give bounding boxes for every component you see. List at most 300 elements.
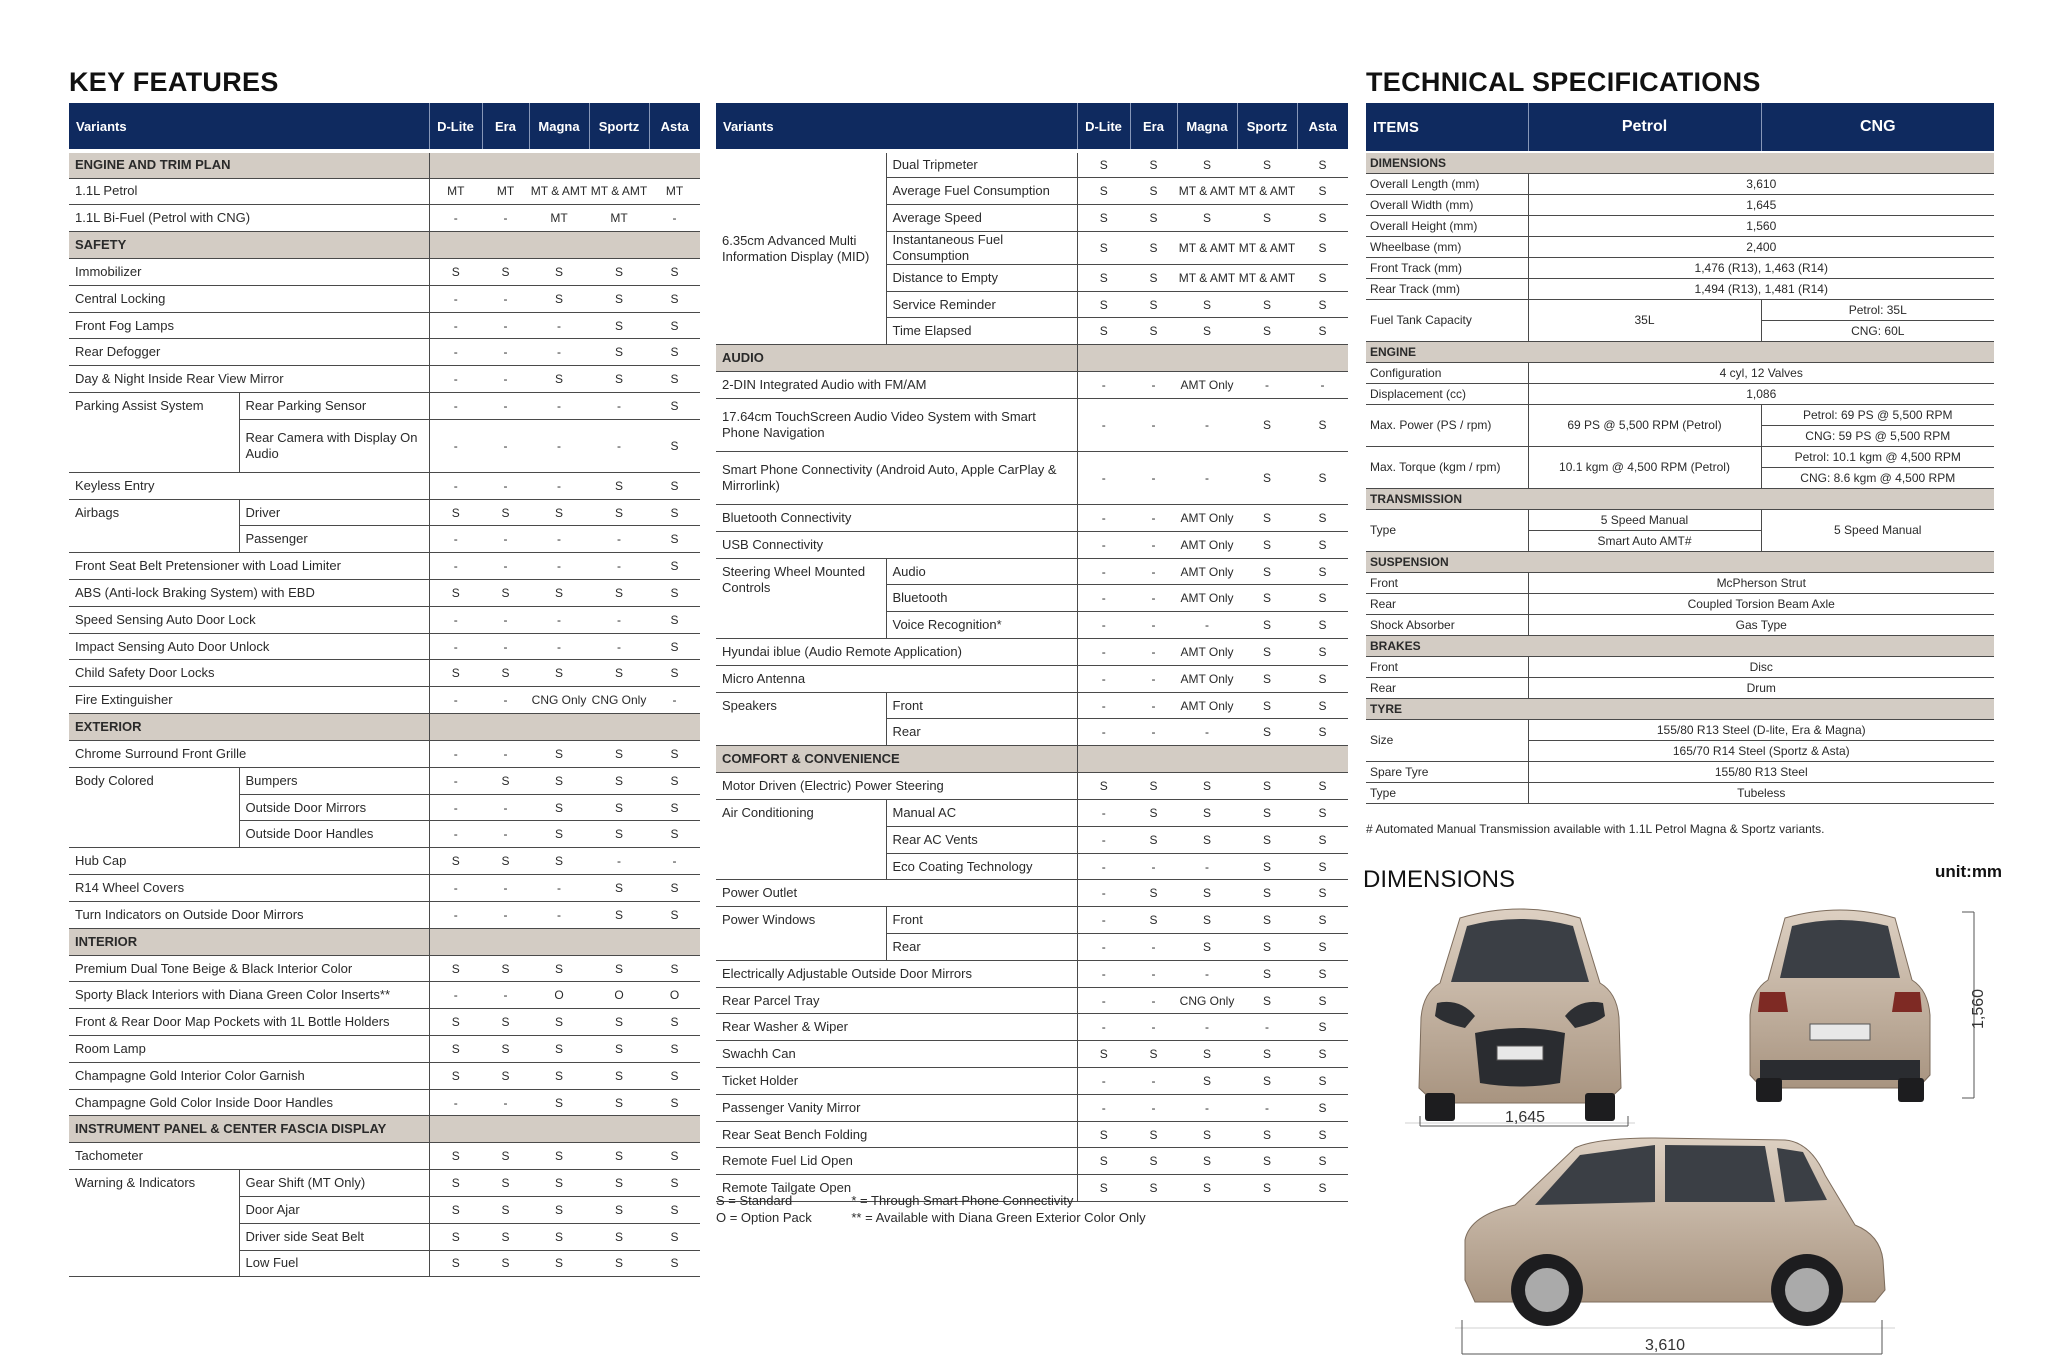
category-row — [716, 345, 1348, 372]
sub-feature-label: Dual Tripmeter — [886, 151, 1077, 178]
feature-label: Power Windows — [716, 907, 886, 961]
variant-value: S — [1237, 399, 1297, 452]
variant-value: S — [589, 1089, 649, 1116]
feature-label: Steering Wheel Mounted Controls — [716, 558, 886, 638]
variant-value: S — [1237, 907, 1297, 934]
variant-value: S — [1077, 151, 1130, 178]
tech-header-1: Petrol — [1528, 103, 1761, 152]
variant-value: - — [429, 687, 482, 714]
sub-feature-label: Rear — [886, 719, 1077, 746]
variant-value: AMT Only — [1177, 665, 1237, 692]
tech-value: 3,610 — [1528, 173, 1994, 194]
feature-label: Central Locking — [69, 285, 429, 312]
variant-value: S — [649, 366, 700, 393]
feature-label: Day & Night Inside Rear View Mirror — [69, 366, 429, 393]
variant-value: - — [1077, 505, 1130, 532]
variant-value: S — [649, 660, 700, 687]
header-variant-3: Magna — [1177, 103, 1237, 151]
variant-value: S — [589, 1036, 649, 1063]
key-features-section-2 — [716, 103, 1348, 1202]
feature-row — [69, 955, 700, 982]
variant-value: - — [1177, 399, 1237, 452]
sub-feature-label: Rear — [886, 934, 1077, 961]
variant-value: S — [482, 1143, 529, 1170]
variant-value: S — [589, 285, 649, 312]
category-fill — [1077, 345, 1348, 372]
variant-value: S — [1297, 880, 1348, 907]
variant-value: S — [1130, 291, 1177, 318]
feature-row — [69, 633, 700, 660]
variant-value: - — [482, 901, 529, 928]
variant-value: S — [1297, 826, 1348, 853]
variant-value: S — [1297, 1175, 1348, 1202]
variant-value: S — [1077, 231, 1130, 264]
tech-row — [1366, 782, 1994, 803]
variant-value: S — [529, 741, 589, 768]
variant-value: S — [529, 848, 589, 875]
feature-row — [716, 531, 1348, 558]
feature-label: Room Lamp — [69, 1036, 429, 1063]
sub-feature-label: Bumpers — [239, 767, 429, 794]
variant-value: S — [1297, 505, 1348, 532]
variant-value: S — [649, 393, 700, 420]
variant-value: - — [1077, 719, 1130, 746]
variant-value: - — [1297, 372, 1348, 399]
feature-row — [69, 1036, 700, 1063]
feature-row — [69, 1009, 700, 1036]
feature-row — [69, 580, 700, 607]
variant-value: S — [1297, 452, 1348, 505]
variant-value: - — [1237, 1094, 1297, 1121]
variant-value: S — [589, 580, 649, 607]
variant-value: - — [482, 606, 529, 633]
tech-row — [1366, 299, 1994, 320]
variant-value: S — [1130, 1175, 1177, 1202]
variant-value: S — [1130, 773, 1177, 800]
variant-value: S — [649, 526, 700, 553]
feature-row — [69, 848, 700, 875]
sub-feature-label: Low Fuel — [239, 1250, 429, 1277]
sub-feature-label: Front — [886, 692, 1077, 719]
tech-petrol-value: 69 PS @ 5,500 RPM (Petrol) — [1528, 404, 1761, 446]
variant-value: - — [1077, 1014, 1130, 1041]
variant-value: S — [589, 312, 649, 339]
variant-value: - — [482, 393, 529, 420]
variant-value: S — [1297, 692, 1348, 719]
variant-value: S — [1130, 800, 1177, 827]
feature-row — [69, 366, 700, 393]
variant-value: S — [1237, 1148, 1297, 1175]
variant-value: S — [589, 1170, 649, 1197]
feature-row — [69, 553, 700, 580]
variant-value: S — [1077, 1175, 1130, 1202]
key-features-body-2 — [716, 151, 1348, 1202]
variant-value: S — [1130, 318, 1177, 345]
variant-value: S — [649, 955, 700, 982]
variant-value: MT & AMT — [1177, 264, 1237, 291]
variant-value: S — [649, 1250, 700, 1277]
variant-value: S — [1237, 800, 1297, 827]
tech-item-label: Configuration — [1366, 362, 1528, 383]
tech-item-label: Displacement (cc) — [1366, 383, 1528, 404]
header-variant-3: Magna — [529, 103, 589, 151]
tech-row — [1366, 572, 1994, 593]
variants-header-row — [69, 103, 700, 151]
variant-value: S — [1297, 399, 1348, 452]
feature-label: ABS (Anti-lock Braking System) with EBD — [69, 580, 429, 607]
variant-value: S — [1237, 531, 1297, 558]
variant-value: - — [1177, 960, 1237, 987]
variant-value: - — [529, 312, 589, 339]
variant-value: - — [1237, 1014, 1297, 1041]
feature-label: Rear Parcel Tray — [716, 987, 1077, 1014]
variant-value: - — [482, 472, 529, 499]
feature-label: Premium Dual Tone Beige & Black Interior Color — [69, 955, 429, 982]
tech-value: Coupled Torsion Beam Axle — [1528, 593, 1994, 614]
variant-value: S — [1297, 264, 1348, 291]
feature-row — [69, 1143, 700, 1170]
variant-value: S — [1177, 1121, 1237, 1148]
feature-label: USB Connectivity — [716, 531, 1077, 558]
variant-value: - — [1077, 826, 1130, 853]
variant-value: - — [429, 393, 482, 420]
feature-label: Speakers — [716, 692, 886, 746]
variant-value: - — [482, 741, 529, 768]
variant-value: - — [482, 794, 529, 821]
sub-feature-label: Average Fuel Consumption — [886, 178, 1077, 205]
feature-row — [716, 1014, 1348, 1041]
feature-row — [69, 205, 700, 232]
variant-value: - — [1130, 399, 1177, 452]
variant-value: S — [649, 1170, 700, 1197]
feature-row — [69, 312, 700, 339]
variant-value: S — [482, 767, 529, 794]
variant-value: S — [482, 848, 529, 875]
variant-value: - — [482, 982, 529, 1009]
variant-value: S — [589, 875, 649, 902]
variant-value: S — [1297, 1094, 1348, 1121]
variant-value: S — [1130, 205, 1177, 232]
variant-value: S — [529, 821, 589, 848]
feature-row — [716, 880, 1348, 907]
dim-height-label: 1,560 — [1970, 988, 1988, 1030]
feature-label: Sporty Black Interiors with Diana Green Color Inserts** — [69, 982, 429, 1009]
tech-cng-value: 5 Speed Manual — [1761, 509, 1994, 551]
variant-value: - — [1130, 558, 1177, 585]
variant-value: - — [529, 875, 589, 902]
variant-value: - — [429, 633, 482, 660]
variant-value: S — [589, 1223, 649, 1250]
sub-feature-label: Outside Door Mirrors — [239, 794, 429, 821]
variant-value: - — [429, 767, 482, 794]
variant-value: S — [1297, 318, 1348, 345]
feature-label: Bluetooth Connectivity — [716, 505, 1077, 532]
variant-value: S — [1297, 612, 1348, 639]
variant-value: - — [1077, 853, 1130, 880]
feature-row — [716, 665, 1348, 692]
variant-value: S — [482, 1062, 529, 1089]
variant-value: MT & AMT — [1177, 178, 1237, 205]
tech-category-row — [1366, 152, 1994, 173]
variant-value: S — [649, 1062, 700, 1089]
feature-row — [716, 773, 1348, 800]
variant-value: S — [1297, 205, 1348, 232]
variant-value: - — [1077, 639, 1130, 666]
tech-category-label: SUSPENSION — [1366, 551, 1994, 572]
feature-row — [716, 1068, 1348, 1095]
variant-value: CNG Only — [529, 687, 589, 714]
variant-value: AMT Only — [1177, 639, 1237, 666]
variant-value: S — [589, 366, 649, 393]
tech-petrol-value: Smart Auto AMT# — [1528, 530, 1761, 551]
variant-value: S — [429, 1223, 482, 1250]
tech-petrol-value: 10.1 kgm @ 4,500 RPM (Petrol) — [1528, 446, 1761, 488]
feature-row — [69, 393, 700, 420]
tech-value: Disc — [1528, 656, 1994, 677]
category-row — [716, 746, 1348, 773]
variant-value: - — [482, 687, 529, 714]
variant-value: S — [1297, 291, 1348, 318]
variant-value: S — [1177, 800, 1237, 827]
feature-row — [716, 1041, 1348, 1068]
variant-value: - — [429, 821, 482, 848]
variant-value: S — [1297, 585, 1348, 612]
variant-value: - — [649, 687, 700, 714]
tech-category-label: TYRE — [1366, 698, 1994, 719]
tech-category-label: TRANSMISSION — [1366, 488, 1994, 509]
variant-value: - — [482, 633, 529, 660]
category-row — [69, 151, 700, 178]
variant-value: S — [429, 1250, 482, 1277]
variant-value: - — [589, 526, 649, 553]
variant-value: S — [649, 633, 700, 660]
feature-label: Micro Antenna — [716, 665, 1077, 692]
feature-label: Fire Extinguisher — [69, 687, 429, 714]
sub-feature-label: Manual AC — [886, 800, 1077, 827]
feature-row — [69, 982, 700, 1009]
feature-row — [716, 372, 1348, 399]
variant-value: S — [429, 499, 482, 526]
feature-label: 1.1L Bi-Fuel (Petrol with CNG) — [69, 205, 429, 232]
variant-value: S — [649, 553, 700, 580]
variant-value: S — [1130, 907, 1177, 934]
tech-specs-title: TECHNICAL SPECIFICATIONS — [1366, 67, 1761, 97]
variant-value: - — [429, 1089, 482, 1116]
feature-row — [69, 499, 700, 526]
feature-label: Warning & Indicators — [69, 1170, 239, 1277]
category-fill — [429, 151, 700, 178]
feature-label: Immobilizer — [69, 259, 429, 286]
variant-value: - — [482, 419, 529, 472]
variant-value: S — [529, 1250, 589, 1277]
variant-value: S — [589, 259, 649, 286]
variant-value: S — [1237, 826, 1297, 853]
variant-value: S — [482, 1036, 529, 1063]
tech-value: Tubeless — [1528, 782, 1994, 803]
variant-value: - — [1237, 372, 1297, 399]
variant-value: S — [1297, 531, 1348, 558]
feature-label: Child Safety Door Locks — [69, 660, 429, 687]
variant-value: - — [1130, 987, 1177, 1014]
category-label: COMFORT & CONVENIENCE — [716, 746, 1077, 773]
variant-value: - — [589, 848, 649, 875]
tech-row — [1366, 614, 1994, 635]
feature-label: Rear Defogger — [69, 339, 429, 366]
variant-value: MT — [649, 178, 700, 205]
variant-value: S — [1237, 505, 1297, 532]
category-row — [69, 1116, 700, 1143]
sub-feature-label: Front — [886, 907, 1077, 934]
variant-value: S — [482, 1170, 529, 1197]
variant-value: - — [1177, 612, 1237, 639]
variant-value: - — [1077, 585, 1130, 612]
feature-label: Champagne Gold Interior Color Garnish — [69, 1062, 429, 1089]
tech-value: 1,476 (R13), 1,463 (R14) — [1528, 257, 1994, 278]
variant-value: MT — [482, 178, 529, 205]
variant-value: S — [1297, 231, 1348, 264]
header-variants: Variants — [69, 103, 429, 151]
variant-value: S — [1297, 719, 1348, 746]
variant-value: S — [649, 580, 700, 607]
variant-value: S — [529, 1223, 589, 1250]
header-variant-5: Asta — [1297, 103, 1348, 151]
variant-value: - — [529, 526, 589, 553]
tech-value: 4 cyl, 12 Valves — [1528, 362, 1994, 383]
category-fill — [429, 714, 700, 741]
feature-row — [69, 472, 700, 499]
feature-row — [716, 505, 1348, 532]
key-features-body — [69, 151, 700, 1277]
feature-label: Speed Sensing Auto Door Lock — [69, 606, 429, 633]
feature-label: 6.35cm Advanced Multi Information Display (MID) — [716, 151, 886, 345]
sub-feature-label: Bluetooth — [886, 585, 1077, 612]
tech-category-label: BRAKES — [1366, 635, 1994, 656]
variant-value: S — [1297, 639, 1348, 666]
variant-value: - — [1077, 987, 1130, 1014]
variant-value: S — [649, 606, 700, 633]
variant-value: S — [1237, 291, 1297, 318]
sub-feature-label: Door Ajar — [239, 1197, 429, 1224]
variant-value: S — [429, 1143, 482, 1170]
feature-label: Parking Assist System — [69, 393, 239, 473]
variant-value: S — [649, 1223, 700, 1250]
legend-option: O = Option Pack — [716, 1210, 812, 1225]
variant-value: AMT Only — [1177, 531, 1237, 558]
tech-item-label: Type — [1366, 782, 1528, 803]
variant-value: S — [1130, 1041, 1177, 1068]
variant-value: CNG Only — [589, 687, 649, 714]
tech-value: 155/80 R13 Steel — [1528, 761, 1994, 782]
tech-row — [1366, 656, 1994, 677]
legend — [716, 1192, 1182, 1226]
tech-category-row — [1366, 635, 1994, 656]
feature-label: Turn Indicators on Outside Door Mirrors — [69, 901, 429, 928]
variant-value: S — [649, 901, 700, 928]
feature-label: Rear Washer & Wiper — [716, 1014, 1077, 1041]
variant-value: S — [1130, 826, 1177, 853]
variant-value: - — [589, 553, 649, 580]
feature-label: R14 Wheel Covers — [69, 875, 429, 902]
variant-value: - — [429, 875, 482, 902]
feature-label: Ticket Holder — [716, 1068, 1077, 1095]
variant-value: S — [1177, 907, 1237, 934]
variant-value: - — [1177, 1094, 1237, 1121]
feature-row — [69, 741, 700, 768]
tech-item-label: Wheelbase (mm) — [1366, 236, 1528, 257]
key-features-title: KEY FEATURES — [69, 67, 279, 97]
sub-feature-label: Time Elapsed — [886, 318, 1077, 345]
tech-item-label: Rear Track (mm) — [1366, 278, 1528, 299]
variant-value: - — [1077, 372, 1130, 399]
tech-item-label: Max. Power (PS / rpm) — [1366, 404, 1528, 446]
tech-category-row — [1366, 698, 1994, 719]
tech-value: 1,494 (R13), 1,481 (R14) — [1528, 278, 1994, 299]
header-variant-4: Sportz — [1237, 103, 1297, 151]
variant-value: S — [1077, 773, 1130, 800]
category-fill — [1077, 746, 1348, 773]
variant-value: - — [429, 366, 482, 393]
variant-value: - — [1130, 1094, 1177, 1121]
variant-value: S — [482, 955, 529, 982]
tech-cng-value: CNG: 60L — [1761, 320, 1994, 341]
variant-value: S — [649, 741, 700, 768]
variant-value: - — [1077, 960, 1130, 987]
header-variant-5: Asta — [649, 103, 700, 151]
feature-label: Champagne Gold Color Inside Door Handles — [69, 1089, 429, 1116]
variant-value: S — [1297, 853, 1348, 880]
variant-value: - — [1177, 1014, 1237, 1041]
sub-feature-label: Distance to Empty — [886, 264, 1077, 291]
feature-row — [69, 259, 700, 286]
dim-width-label: 1,645 — [1505, 1109, 1546, 1126]
variant-value: - — [1130, 612, 1177, 639]
tech-footnote: # Automated Manual Transmission available with 1.1L Petrol Magna & Sportz variants. — [1366, 822, 1825, 836]
variant-value: S — [649, 1143, 700, 1170]
header-variant-1: D-Lite — [429, 103, 482, 151]
variant-value: S — [429, 955, 482, 982]
feature-row — [69, 1062, 700, 1089]
sub-feature-label: Passenger — [239, 526, 429, 553]
tech-item-label: Size — [1366, 719, 1528, 761]
variant-value: - — [1077, 531, 1130, 558]
feature-label: Air Conditioning — [716, 800, 886, 880]
category-label: ENGINE AND TRIM PLAN — [69, 151, 429, 178]
variant-value: - — [482, 553, 529, 580]
variant-value: S — [649, 419, 700, 472]
feature-label: Impact Sensing Auto Door Unlock — [69, 633, 429, 660]
variant-value: - — [649, 848, 700, 875]
variant-value: - — [429, 285, 482, 312]
variant-value: S — [1177, 773, 1237, 800]
variant-value: - — [429, 794, 482, 821]
feature-row — [69, 687, 700, 714]
sub-feature-label: Outside Door Handles — [239, 821, 429, 848]
tech-header-0: ITEMS — [1366, 103, 1528, 152]
variant-value: S — [1177, 151, 1237, 178]
tech-row — [1366, 446, 1994, 467]
tech-value: Drum — [1528, 677, 1994, 698]
variant-value: - — [1130, 505, 1177, 532]
variant-value: - — [1077, 934, 1130, 961]
tech-row — [1366, 194, 1994, 215]
variant-value: S — [1130, 231, 1177, 264]
tech-value: Gas Type — [1528, 614, 1994, 635]
variant-value: S — [1297, 665, 1348, 692]
tech-row — [1366, 173, 1994, 194]
header-variants: Variants — [716, 103, 1077, 151]
variant-value: - — [1130, 960, 1177, 987]
tech-item-label: Rear — [1366, 593, 1528, 614]
